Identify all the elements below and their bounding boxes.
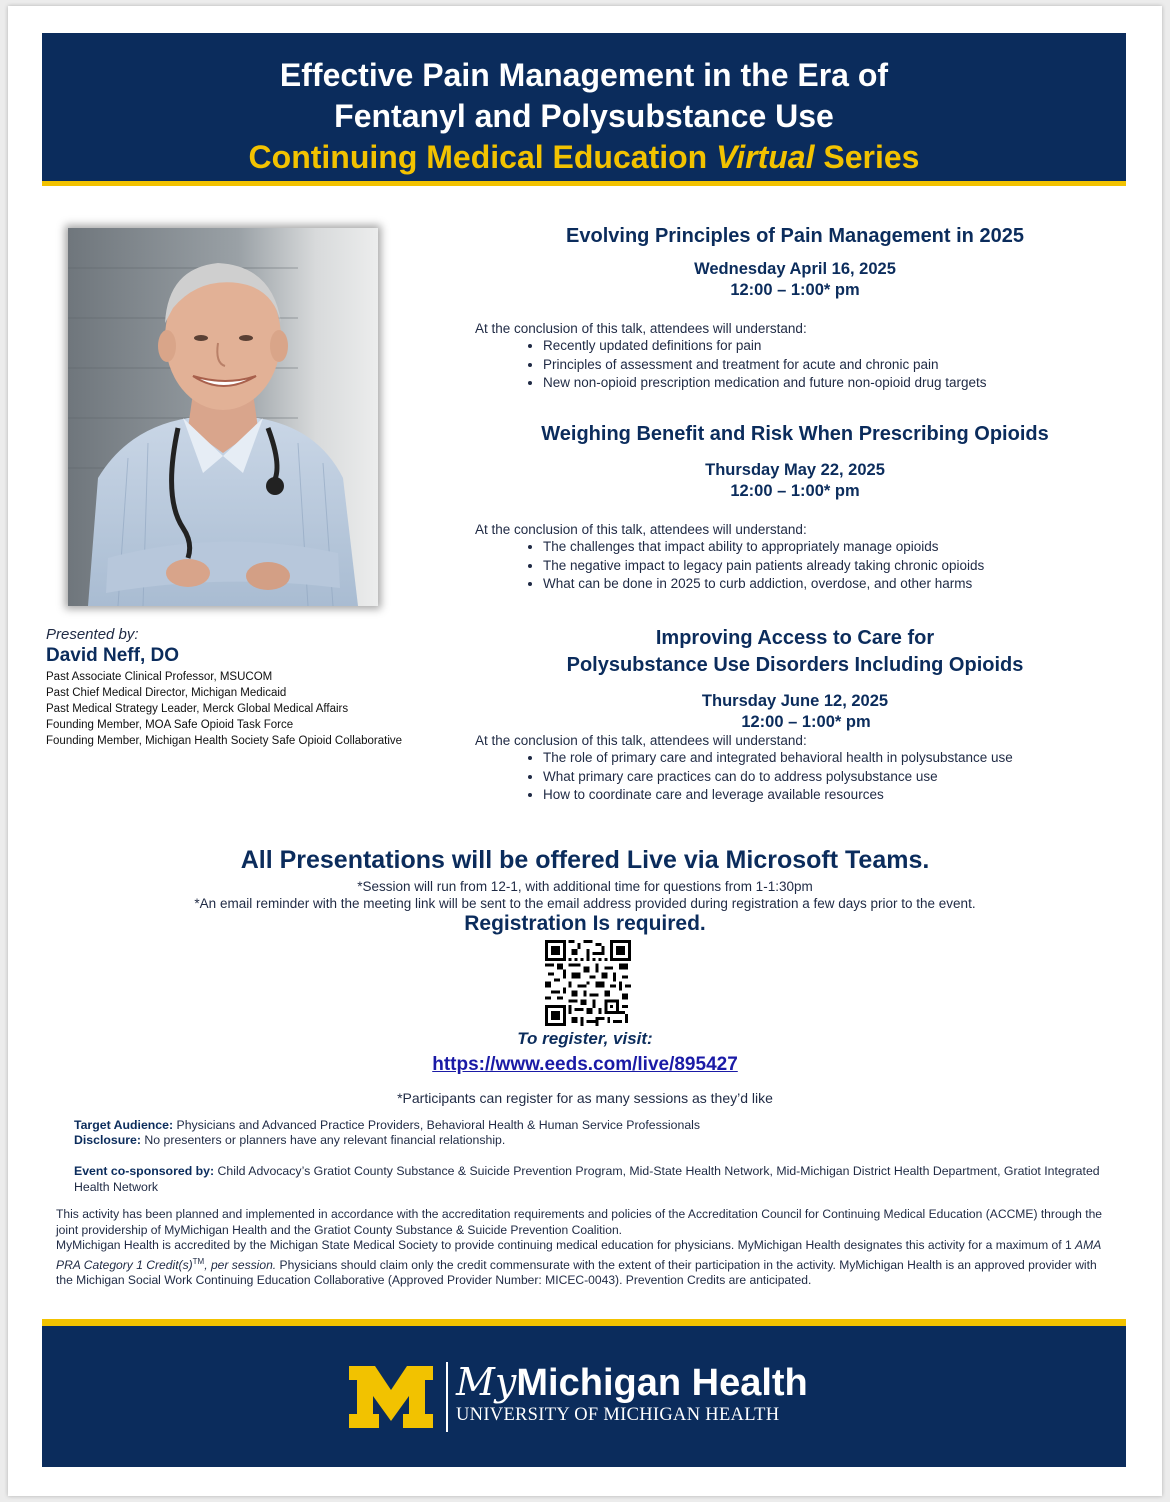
session-intro: At the conclusion of this talk, attendees will understand: xyxy=(475,733,807,748)
live-headline: All Presentations will be offered Live via Microsoft Teams. xyxy=(240,846,930,874)
session-title: Weighing Benefit and Risk When Prescribing Opioids xyxy=(541,423,1049,445)
session-title-line-2: Polysubstance Use Disorders Including Opioids xyxy=(566,654,1024,676)
title-line-2: Fentanyl and Polysubstance Use xyxy=(334,98,834,134)
session-title: Evolving Principles of Pain Management in 2025 xyxy=(566,225,1024,247)
target-audience-text: Physicians and Advanced Practice Providers, Behavioral Health & Human Service Professionals xyxy=(173,1118,701,1132)
registration-required: Registration Is required. xyxy=(464,912,706,935)
presenter-info xyxy=(46,626,466,749)
logo-divider xyxy=(446,1362,448,1432)
session-bullets xyxy=(470,337,1120,393)
session-time: 12:00 – 1:00* pm xyxy=(730,281,860,299)
session-bullets xyxy=(470,538,1120,594)
email-reminder-note: *An email reminder with the meeting link will be sent to the email address provided during registration a few days prior to the event. xyxy=(194,896,976,911)
session-date: Thursday June 12, 2025 xyxy=(701,692,889,710)
session-1 xyxy=(470,223,1120,393)
presenter-credential: Past Associate Clinical Professor, MSUCOM xyxy=(46,671,273,683)
block-m-logo-icon xyxy=(349,1366,433,1428)
presenter-credential: Founding Member, Michigan Health Society Safe Opioid Collaborative xyxy=(46,735,403,747)
brand-sub: UNIVERSITY OF MICHIGAN HEALTH xyxy=(456,1405,780,1425)
brand-main: Michigan Health xyxy=(516,1362,808,1404)
session-3 xyxy=(470,625,1120,805)
participants-note: *Participants can register for as many sessions as they’d like xyxy=(397,1090,773,1106)
bullet-item: • What primary care practices can do to address polysubstance use xyxy=(543,768,1120,787)
target-audience-label: Target Audience: xyxy=(74,1118,174,1132)
trademark: TM xyxy=(192,1256,205,1266)
co-sponsors xyxy=(74,1164,1104,1195)
bullet-item: • What can be done in 2025 to curb addiction, overdose, and other harms xyxy=(543,575,1120,594)
credit-designation: AMA PRA Category 1 Credit(s) xyxy=(56,1238,1101,1272)
session-bullets xyxy=(470,749,1120,805)
footer-banner xyxy=(42,1319,1126,1467)
presenter-credential: Founding Member, MOA Safe Opioid Task Force xyxy=(46,719,294,731)
disclosure-text: No presenters or planners have any relevant financial relationship. xyxy=(140,1133,506,1147)
per-session: , per session. xyxy=(204,1257,277,1272)
session-time: 12:00 – 1:00* pm xyxy=(730,482,860,500)
brand-wordmark xyxy=(456,1360,808,1426)
session-time: 12:00 – 1:00* pm xyxy=(741,713,871,731)
bullet-item: • How to coordinate care and leverage available resources xyxy=(543,786,1120,805)
target-audience xyxy=(74,1118,1104,1134)
series-pre: Continuing Medical Education xyxy=(248,139,717,175)
bullet-item: • Recently updated definitions for pain xyxy=(543,337,1120,356)
session-date: Thursday May 22, 2025 xyxy=(705,461,885,479)
header-banner xyxy=(42,33,1126,186)
accreditation-text-2: Physicians should claim only the credit commensurate with the extent of their participation in the activity. MyMichigan Health is an approved provider with the Michigan Social Work Continuing Education Collaborative (Approved Provider Number: MICEC-0043). Prevention Credits are anticipated. xyxy=(56,1257,1097,1288)
bullet-item: • Principles of assessment and treatment for acute and chronic pain xyxy=(543,356,1120,375)
bullet-item: • The negative impact to legacy pain patients already taking chronic opioids xyxy=(543,557,1120,576)
accreditation-text: MyMichigan Health is accredited by the Michigan State Medical Society to provide continuing medical education for physicians. MyMichigan Health designates this activity for a maximum of 1 xyxy=(56,1238,1076,1252)
registration-qr-code[interactable] xyxy=(545,940,631,1026)
session-2 xyxy=(470,421,1120,594)
registration-link[interactable]: https://www.eeds.com/live/895427 xyxy=(432,1054,738,1075)
to-register-label: To register, visit: xyxy=(517,1029,653,1048)
bullet-item: • The role of primary care and integrated behavioral health in polysubstance use xyxy=(543,749,1120,768)
session-time-note: *Session will run from 12-1, with additional time for questions from 1-1:30pm xyxy=(357,879,813,894)
disclosure xyxy=(74,1133,1104,1149)
presenter-photo-image xyxy=(68,228,378,606)
session-title: Improving Access to Care for xyxy=(655,627,935,649)
brand-my: My xyxy=(456,1360,517,1404)
presenter-photo xyxy=(68,228,378,606)
presenter-credential: Past Medical Strategy Leader, Merck Global Medical Affairs xyxy=(46,703,349,715)
series-post: Series xyxy=(814,139,920,175)
series-subtitle xyxy=(42,137,1126,177)
accreditation-statement xyxy=(56,1207,1116,1289)
accreditation-paragraph-1: This activity has been planned and implemented in accordance with the accreditation requirements and policies of the Accreditation Council for Continuing Medical Education (ACCME) through the joint providership of MyMichigan Health and the Gratiot County Substance & Suicide Prevention Coalition. xyxy=(56,1207,1103,1237)
session-intro: At the conclusion of this talk, attendees will understand: xyxy=(475,321,807,336)
bullet-item: • The challenges that impact ability to appropriately manage opioids xyxy=(543,538,1120,557)
qr-code-image[interactable] xyxy=(545,940,631,1026)
accreditation-paragraph-2 xyxy=(56,1238,1116,1289)
presented-by-label: Presented by: xyxy=(46,626,139,643)
disclosure-label: Disclosure: xyxy=(74,1133,141,1147)
co-sponsors-text: Child Advocacy’s Gratiot County Substance & Suicide Prevention Program, Mid-State Health Network, Mid-Michigan District Health Department, Gratiot Integrated Health Network xyxy=(74,1164,1100,1194)
session-date: Wednesday April 16, 2025 xyxy=(694,260,896,278)
series-italic: Virtual xyxy=(716,139,815,175)
session-intro: At the conclusion of this talk, attendees will understand: xyxy=(475,522,807,537)
bullet-item: • New non-opioid prescription medication and future non-opioid drug targets xyxy=(543,374,1120,393)
co-sponsors-label: Event co-sponsored by: xyxy=(74,1164,215,1178)
presenter-credential: Past Chief Medical Director, Michigan Medicaid xyxy=(46,687,287,699)
presenter-name: David Neff, DO xyxy=(46,645,180,666)
title-line-1: Effective Pain Management in the Era of xyxy=(279,57,889,93)
